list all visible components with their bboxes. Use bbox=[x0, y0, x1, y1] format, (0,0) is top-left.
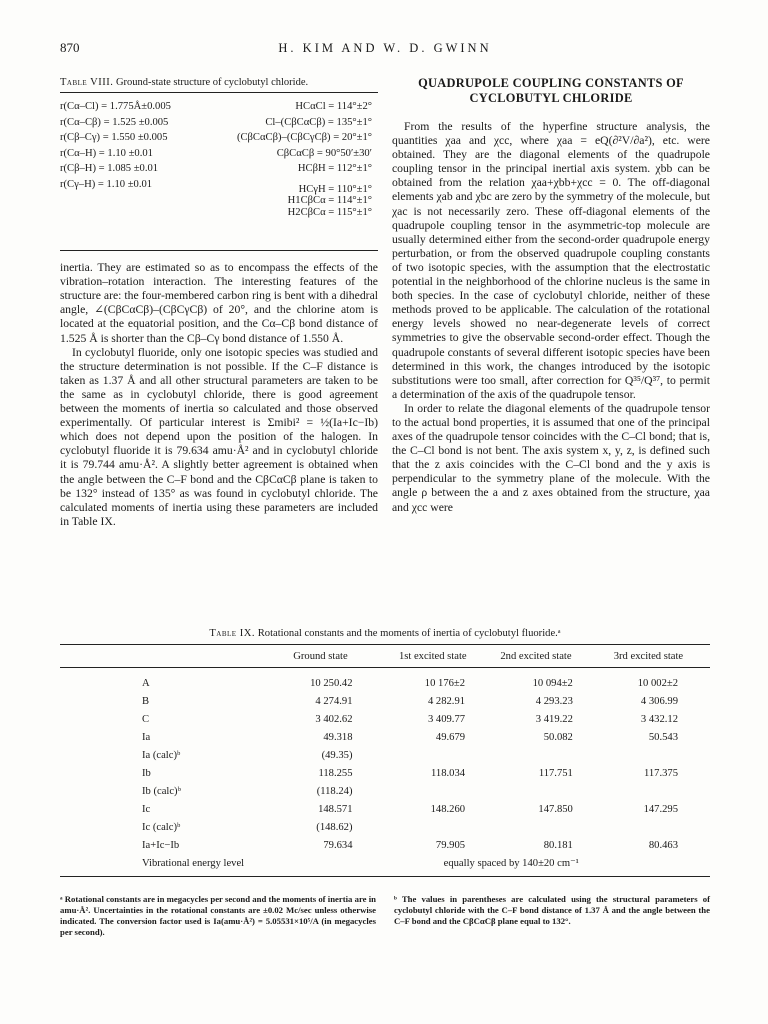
table-cell bbox=[587, 746, 710, 764]
table-row bbox=[60, 710, 710, 728]
table-cell bbox=[381, 746, 486, 764]
table-cell: 80.181 bbox=[543, 839, 573, 851]
table8-caption-text: Ground-state structure of cyclobutyl chloride. bbox=[115, 77, 309, 88]
table-cell: 117.375 bbox=[643, 767, 678, 779]
table8-label: Table VIII. bbox=[60, 77, 114, 88]
row-label: C bbox=[142, 713, 150, 725]
table-cell: 10 250.42 bbox=[310, 677, 353, 689]
table-cell: 148.260 bbox=[430, 803, 466, 815]
table8-distance: r(Cα–H) = 1.10 ±0.01 bbox=[60, 147, 153, 159]
table-cell: 10 094±2 bbox=[532, 677, 573, 689]
table8-angle: HCγH = 110°±1° bbox=[298, 183, 372, 195]
table8-angle: CβCαCβ = 90°50′±30′ bbox=[276, 147, 372, 159]
table-row bbox=[60, 668, 710, 693]
table-cell bbox=[587, 782, 710, 800]
table-cell: 4 274.91 bbox=[315, 695, 353, 707]
table-cell: 3 402.62 bbox=[315, 713, 353, 725]
table-cell: 50.082 bbox=[543, 731, 573, 743]
table-cell bbox=[381, 818, 486, 836]
table-cell: 79.634 bbox=[323, 839, 353, 851]
table8-angle: (CβCαCβ)–(CβCγCβ) = 20°±1° bbox=[236, 132, 372, 144]
table8-distance: r(Cβ–H) = 1.085 ±0.01 bbox=[60, 163, 159, 175]
table-cell: 148.571 bbox=[318, 803, 353, 815]
table-cell: 3 409.77 bbox=[427, 713, 466, 725]
table-row bbox=[60, 818, 710, 836]
table8-distance: r(Cα–Cβ) = 1.525 ±0.005 bbox=[60, 116, 169, 128]
table-cell: 4 293.23 bbox=[535, 695, 573, 707]
body-paragraph: inertia. They are estimated so as to encompass the effects of the vibration–rotation interaction. The interesting features of the structure are: the four-membered carbon ring is bent with a dihedral angle, ∠(CβCαCβ)–(CβCγCβ) of 20°, and the chlorine atom is located at the equatorial position, and the Cα–Cβ bond distance of 1.525 Å is shorter than the Cβ–Cγ bond distance of 1.550 Å. bbox=[60, 261, 378, 345]
row-label: Ia (calc)ᵇ bbox=[142, 749, 181, 761]
table8 bbox=[60, 93, 378, 251]
table-cell: 80.463 bbox=[648, 839, 678, 851]
table8-angle: H2CβCα = 115°±1° bbox=[287, 206, 372, 218]
table8-angle: Cl–(CβCαCβ) = 135°±1° bbox=[265, 116, 372, 128]
table-cell: (118.24) bbox=[316, 785, 353, 797]
table9-column-header: 3rd excited state bbox=[587, 645, 710, 668]
row-label: Ic bbox=[142, 803, 151, 815]
footnote-a: ᵃ Rotational constants are in megacycles per second and the moments of inertia are in amu·Å². Uncertainties in the rotational constants are ±0.02 Mc/sec unless otherwise indicated. The conversion factor used is Ia(amu·Å²) = 5.05531×10⁵/A (in megacycles per second). bbox=[60, 894, 376, 937]
table8-angles bbox=[200, 99, 378, 242]
table-cell bbox=[587, 818, 710, 836]
table-cell bbox=[485, 746, 587, 764]
table8-bond-distances bbox=[60, 99, 200, 242]
table-cell: 118.034 bbox=[431, 767, 466, 779]
table-row bbox=[60, 800, 710, 818]
table9-grid bbox=[60, 645, 710, 877]
section-heading-line: CYCLOBUTYL CHLORIDE bbox=[469, 91, 633, 105]
table-cell bbox=[381, 782, 486, 800]
row-label: Ib bbox=[142, 767, 151, 779]
row-label: Ic (calc)ᵇ bbox=[142, 821, 181, 833]
table8-angle: HCβH = 112°±1° bbox=[297, 163, 372, 175]
table9-column-header: 2nd excited state bbox=[485, 645, 587, 668]
table8-distance: r(Cγ–H) = 1.10 ±0.01 bbox=[60, 178, 153, 190]
table9 bbox=[60, 628, 710, 877]
table-cell: (49.35) bbox=[321, 749, 353, 761]
row-label: Ia bbox=[142, 731, 151, 743]
table-row bbox=[60, 746, 710, 764]
table9-header-blank bbox=[60, 645, 260, 668]
table9-caption-text: Rotational constants and the moments of inertia of cyclobutyl fluoride.ᵃ bbox=[257, 628, 561, 639]
table-cell: 3 432.12 bbox=[640, 713, 678, 725]
table-row bbox=[60, 728, 710, 746]
table8-angle: H1CβCα = 114°±1° bbox=[287, 195, 372, 207]
table9-column-header: 1st excited state bbox=[381, 645, 486, 668]
left-column bbox=[60, 76, 378, 529]
table-cell: 147.850 bbox=[538, 803, 573, 815]
table-cell: 4 306.99 bbox=[640, 695, 678, 707]
table-row bbox=[60, 782, 710, 800]
row-label: Ia+Ic−Ib bbox=[142, 839, 180, 851]
table8-caption bbox=[60, 76, 378, 93]
table-cell: 118.255 bbox=[318, 767, 353, 779]
row-label: Ib (calc)ᵇ bbox=[142, 785, 181, 797]
table-cell: 10 176±2 bbox=[424, 677, 466, 689]
table-row bbox=[60, 692, 710, 710]
table-cell: 10 002±2 bbox=[637, 677, 678, 689]
running-header bbox=[60, 40, 710, 62]
table-row bbox=[60, 854, 710, 877]
section-heading-line: QUADRUPOLE COUPLING CONSTANTS OF bbox=[418, 76, 684, 90]
body-paragraph: In order to relate the diagonal elements of the quadrupole tensor to the actual bond properties, it is assumed that one of the principal axes of the quadrupole tensor coincides with the C–Cl bond; that is, the C–Cl bond is not bent. The axis system x, y, z, is defined such that the z axis coincides with the C–Cl bond and the y axis is perpendicular to the symmetry plane of the molecule. With the angle ρ between the a and z axes obtained from the structure, χaa and χcc were bbox=[392, 401, 710, 514]
table-cell: (148.62) bbox=[316, 821, 353, 833]
row-label: Vibrational energy level bbox=[60, 854, 260, 877]
body-paragraph: In cyclobutyl fluoride, only one isotopic species was studied and the structure determination is not possible. If the C–F distance is taken as 1.37 Å and all other structural parameters are taken to be the same as in cyclobutyl chloride, there is good agreement between the moments of inertia so calculated and those observed experimentally. Of particular interest is Σmibi² = ½(Ia+Ic−Ib) which does not depend upon the position of the halogen. In cyclobutyl fluoride it is 79.634 amu·Å² and in cyclobutyl chloride it is 79.744 amu·Å². A slightly better agreement is obtained when the angle between the C–F bond and the CβCαCβ plane is taken to be 132° instead of 135° as was found in cyclobutyl chloride. The calculated moments of inertia using these parameters are included in Table IX. bbox=[60, 345, 378, 528]
running-head-authors: H. KIM AND W. D. GWINN bbox=[278, 41, 492, 55]
table-cell: 49.679 bbox=[435, 731, 466, 743]
table9-caption bbox=[60, 628, 710, 645]
table-cell: 117.751 bbox=[538, 767, 573, 779]
page-number: 870 bbox=[60, 40, 80, 55]
table-cell: 4 282.91 bbox=[427, 695, 466, 707]
table-cell-blank bbox=[260, 854, 380, 877]
page bbox=[60, 40, 710, 529]
footnotes bbox=[60, 894, 710, 938]
table-row bbox=[60, 836, 710, 854]
body-paragraph: From the results of the hyperfine structure analysis, the quantities χaa and χcc, where χaa = eQ(∂²V/∂a²), etc. were obtained. They are the diagonal elements of the quadrupole coupling tensor in the principal inertial axis system. χbb can be obtained from the relation χaa+χbb+χcc = 0. The off-diagonal elements χab and χbc are zero by the symmetry of the molecule, but χac is not necessarily zero. These off-diagonal elements of the quadrupole coupling tensor in the asymmetric-top molecule are usually determined either from the second-order quadrupole energy perturbation, or from the observed quadrupole coupling constants of two isotopic species, with the assumption that the electrostatic potential in the neighborhood of the chlorine nucleus is the same in both species. In the case of cyclobutyl chloride, neither of these methods proved to be applicable. The calculation of the rotational energy levels showed no near-degenerate levels of correct symmetries to give the observable second-order effect. Though the quadrupole constants of several different isotopic species have been determined in this work, the changes introduced by the isotopic substitutions were too small, after correction for Q³⁵/Q³⁷, to permit a determination of the axis of the quadrupole tensor. bbox=[392, 120, 710, 401]
table-cell: 79.905 bbox=[435, 839, 466, 851]
right-column bbox=[392, 76, 710, 529]
table8-distance: r(Cα–Cl) = 1.775Å±0.005 bbox=[60, 101, 171, 113]
table-cell: 147.295 bbox=[643, 803, 678, 815]
table8-angle: HCαCl = 114°±2° bbox=[295, 101, 372, 113]
energy-spacing-cell: equally spaced by 140±20 cm⁻¹ bbox=[381, 854, 711, 877]
footnote-b: ᵇ The values in parentheses are calculated using the structural parameters of cyclobutyl chloride with the C–F bond distance of 1.37 Å and the angle between the C–F bond and the CβCαCβ plane equal to 132°. bbox=[394, 894, 710, 926]
table-row bbox=[60, 764, 710, 782]
row-label: B bbox=[142, 695, 150, 707]
table-cell bbox=[485, 782, 587, 800]
table-cell: 3 419.22 bbox=[535, 713, 573, 725]
table8-distance: r(Cβ–Cγ) = 1.550 ±0.005 bbox=[60, 132, 168, 144]
row-label: A bbox=[142, 677, 150, 689]
section-heading bbox=[392, 76, 710, 106]
table9-column-header: Ground state bbox=[260, 645, 380, 668]
table-cell: 50.543 bbox=[648, 731, 678, 743]
table-cell: 49.318 bbox=[323, 731, 353, 743]
table-cell bbox=[485, 818, 587, 836]
table9-label: Table IX. bbox=[209, 628, 256, 639]
